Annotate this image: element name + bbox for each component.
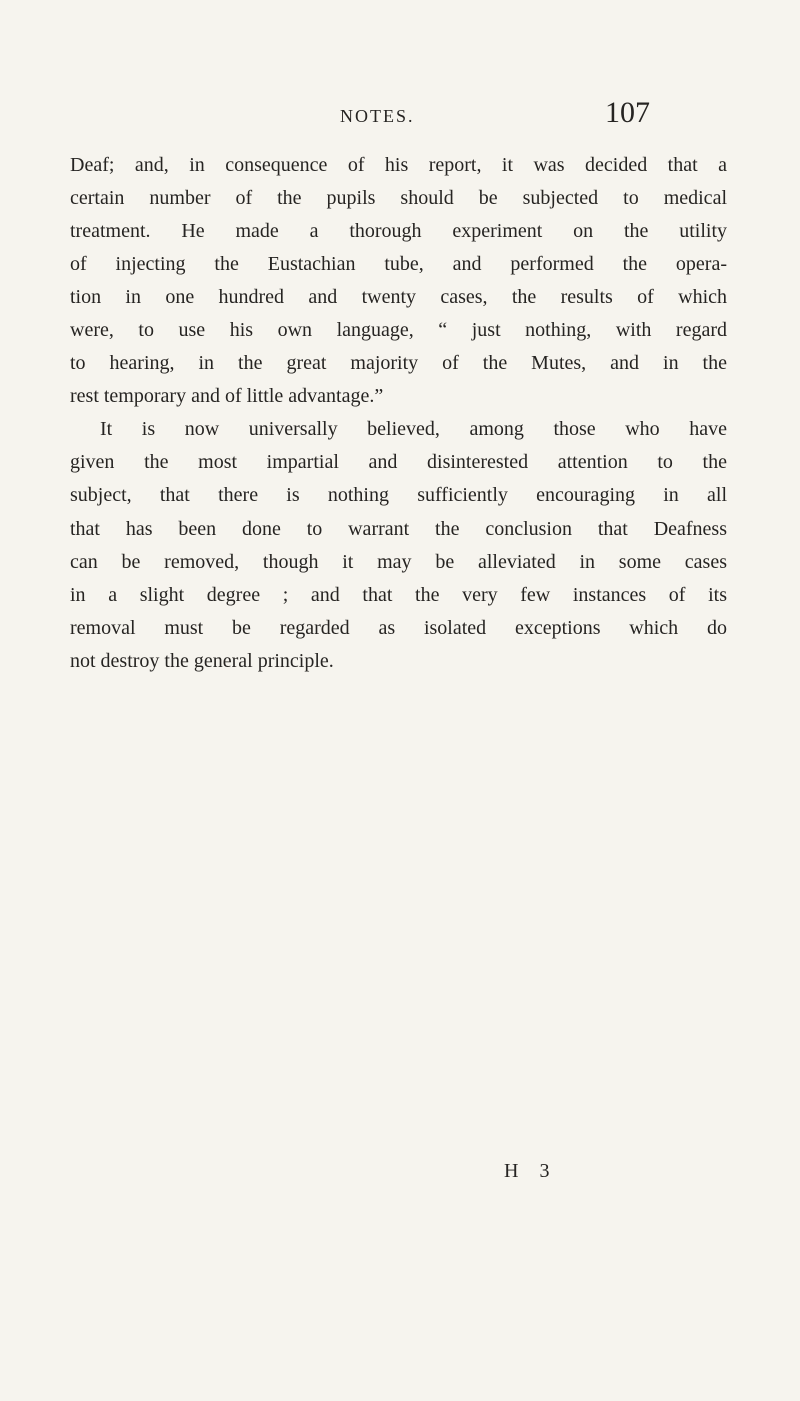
text-line: not destroy the general principle. (70, 649, 334, 672)
page-number: 107 (605, 96, 650, 129)
signature-mark: H 3 (504, 1160, 558, 1182)
text-line: that has been done to warrant the conclusion that Deafness (70, 517, 727, 540)
text-line: treatment. He made a thorough experiment on the utility (70, 220, 727, 243)
text-line: can be removed, though it may be alleviated in some cases (70, 550, 727, 573)
text-line: were, to use his own language, “ just nothing, with regard (70, 319, 727, 342)
body-text (70, 149, 727, 678)
text-line: of injecting the Eustachian tube, and performed the opera- (70, 253, 727, 276)
text-line: certain number of the pupils should be subjected to medical (70, 187, 727, 210)
text-line: Deaf; and, in consequence of his report, it was decided that a (70, 154, 727, 176)
text-line: subject, that there is nothing sufficiently encouraging in all (70, 484, 727, 507)
text-line: rest temporary and of little advantage.” (70, 385, 384, 408)
text-line: given the most impartial and disinterested attention to the (70, 451, 727, 474)
text-line: removal must be regarded as isolated exceptions which do (70, 616, 727, 639)
text-line: in a slight degree ; and that the very few instances of its (70, 583, 727, 606)
text-line: tion in one hundred and twenty cases, the results of which (70, 286, 727, 309)
running-title: NOTES. (340, 106, 415, 126)
running-head (340, 96, 650, 136)
text-line: to hearing, in the great majority of the Mutes, and in the (70, 352, 727, 375)
text-line: It is now universally believed, among those who have (100, 418, 727, 441)
